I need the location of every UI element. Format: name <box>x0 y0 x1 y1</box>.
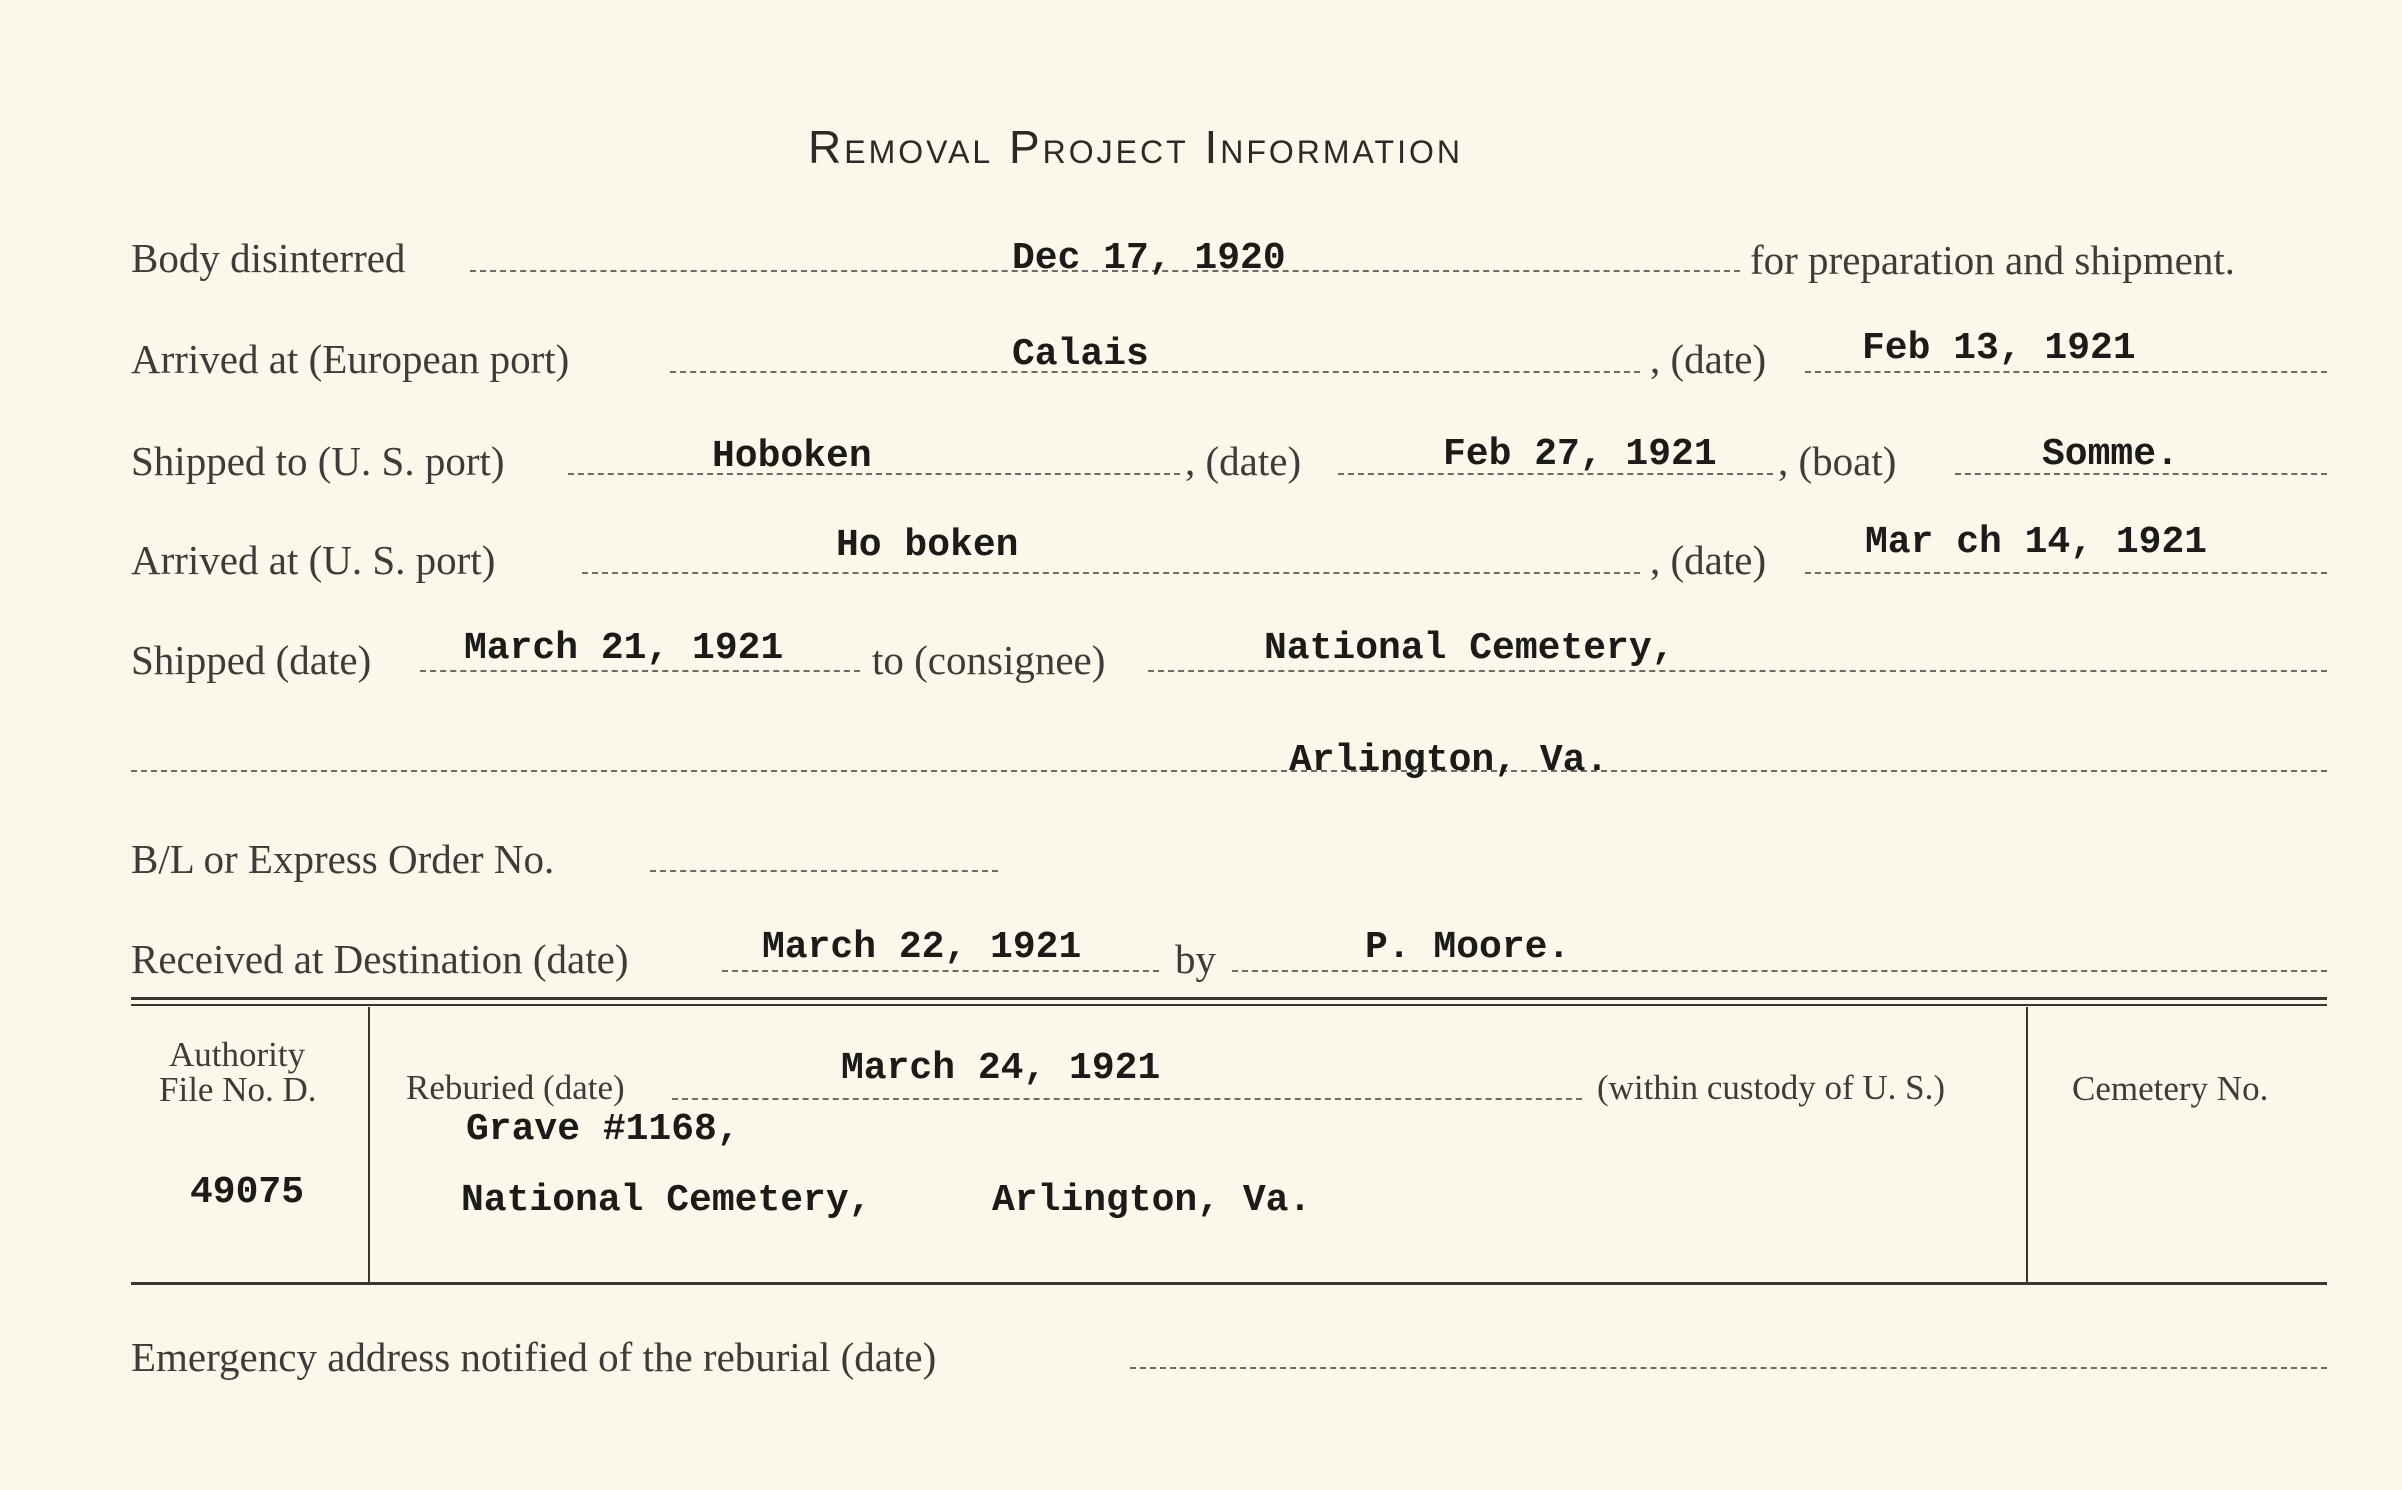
reburied-value: March 24, 1921 <box>841 1047 1161 1090</box>
arrived-us-value: Ho boken <box>836 524 1019 567</box>
shipped-date-line <box>420 670 860 672</box>
european-port-date-value: Feb 13, 1921 <box>1862 327 2136 370</box>
grave-number: Grave #1168, <box>466 1108 740 1151</box>
bl-order-line <box>650 870 998 872</box>
received-line <box>722 970 1159 972</box>
shipped-us-date-value: Feb 27, 1921 <box>1443 433 1717 476</box>
emergency-line <box>1130 1367 2327 1369</box>
received-by-value: P. Moore. <box>1365 926 1571 969</box>
european-port-value: Calais <box>1012 333 1149 376</box>
authority-file-number: 49075 <box>190 1171 305 1214</box>
consignee-line2-value: Arlington, Va. <box>1289 739 1609 782</box>
received-value: March 22, 1921 <box>762 926 1082 969</box>
european-port-date-line <box>1805 371 2327 373</box>
custody-label: (within custody of U. S.) <box>1597 1068 1946 1107</box>
reburied-line <box>672 1098 1582 1100</box>
european-port-line <box>670 371 1640 373</box>
reburied-label: Reburied (date) <box>406 1068 625 1107</box>
cemetery-no-label: Cemetery No. <box>2072 1069 2269 1108</box>
shipped-date-value: March 21, 1921 <box>464 627 784 670</box>
shipped-us-label: Shipped to (U. S. port) <box>131 438 505 484</box>
arrived-us-date-value: Mar ch 14, 1921 <box>1865 521 2208 564</box>
shipped-us-boat-label: , (boat) <box>1778 438 1897 484</box>
consignee-line-2 <box>131 770 2327 772</box>
received-by-label: by <box>1175 936 1216 982</box>
european-port-date-label: , (date) <box>1650 336 1767 382</box>
shipped-date-label: Shipped (date) <box>131 637 372 683</box>
disinterred-value: Dec 17, 1920 <box>1012 237 1286 280</box>
emergency-label: Emergency address notified of the reburial (date) <box>131 1334 937 1380</box>
shipped-us-value: Hoboken <box>712 435 872 478</box>
card-title: Removal Project Information <box>808 121 1463 173</box>
shipped-us-date-label: , (date) <box>1185 438 1302 484</box>
reburial-cemetery: National Cemetery, <box>461 1179 872 1222</box>
arrived-us-date-label: , (date) <box>1650 537 1767 583</box>
box-bottom-rule <box>131 1282 2327 1285</box>
disinterred-suffix: for preparation and shipment. <box>1750 237 2236 283</box>
box-divider-right <box>2026 1007 2028 1282</box>
bl-order-label: B/L or Express Order No. <box>131 836 555 882</box>
shipped-us-line <box>568 473 1180 475</box>
shipped-us-boat-value: Somme. <box>2042 433 2179 476</box>
box-divider-left <box>368 1007 370 1282</box>
consignee-value: National Cemetery, <box>1264 627 1675 670</box>
authority-label-2: File No. D. <box>159 1070 317 1109</box>
reburial-location: Arlington, Va. <box>992 1179 1312 1222</box>
box-top-rule-1 <box>131 997 2327 1000</box>
arrived-us-date-line <box>1805 572 2327 574</box>
disinterred-label: Body disinterred <box>131 235 406 281</box>
arrived-us-line <box>582 572 1640 574</box>
consignee-line <box>1148 670 2327 672</box>
received-by-line <box>1232 970 2327 972</box>
european-port-label: Arrived at (European port) <box>131 336 570 382</box>
consignee-label: to (consignee) <box>872 637 1106 683</box>
arrived-us-label: Arrived at (U. S. port) <box>131 537 496 583</box>
received-label: Received at Destination (date) <box>131 936 629 982</box>
authority-label-1: Authority <box>169 1035 306 1074</box>
box-top-rule-2 <box>131 1004 2327 1006</box>
